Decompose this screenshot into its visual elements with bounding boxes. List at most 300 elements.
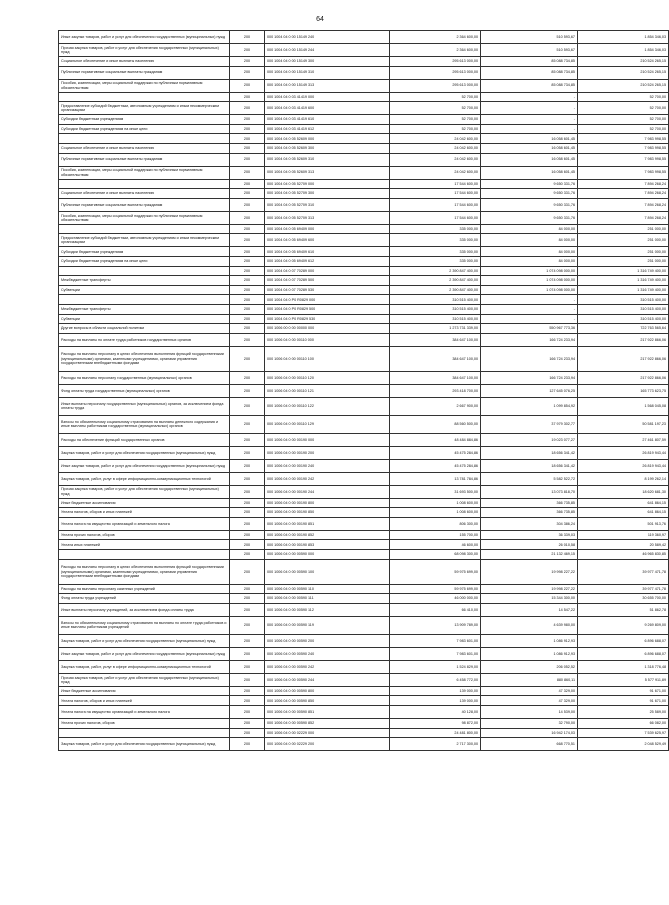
row-budget-code-cell: 000 1006 04 0 00 00590 110 <box>265 584 390 594</box>
row-budget-code-cell: 000 1006 04 0 00 00590 100 <box>265 559 390 584</box>
row-approved-cell: 40 128,00 <box>390 706 481 719</box>
row-approved-cell: 2 667 900,00 <box>390 397 481 415</box>
row-name-cell <box>59 224 230 234</box>
row-budget-code-cell: 000 1006 04 0 00 00110 000 <box>265 333 390 346</box>
row-executed-cell: 1 086 912,93 <box>481 647 578 660</box>
table-row <box>59 44 669 57</box>
row-budget-code-cell: 000 1004 04 0 05 69409 600 <box>265 234 390 247</box>
row-budget-code-cell: 000 1004 04 0 03 41419 000 <box>265 92 390 102</box>
row-approved-cell: 45 475 284,86 <box>390 446 481 459</box>
row-name-cell: Социальное обеспечение и иные выплаты населению <box>59 143 230 153</box>
row-approved-cell: 2 364 600,00 <box>390 31 481 44</box>
row-name-cell: Расходы на выплаты персоналу государственных (муниципальных) органов <box>59 371 230 384</box>
row-executed-cell: 9 650 331,76 <box>481 179 578 189</box>
row-name-cell: Закупка товаров, работ и услуг для обеспечения государственных (муниципальных) нужд <box>59 738 230 751</box>
row-line-code-cell: 200 <box>230 738 265 751</box>
row-name-cell: Прочая закупка товаров, работ и услуг для обеспечения государственных (муниципальных) нужд <box>59 485 230 498</box>
row-executed-cell: 85 088 734,85 <box>481 66 578 79</box>
row-approved-cell: 24 042 600,00 <box>390 153 481 166</box>
table-row <box>59 153 669 166</box>
row-unexecuted-cell: 52 700,00 <box>578 115 669 125</box>
table-row <box>59 459 669 472</box>
row-line-code-cell: 200 <box>230 433 265 446</box>
row-line-code-cell: 200 <box>230 485 265 498</box>
row-approved-cell: 98 872,00 <box>390 719 481 729</box>
row-line-code-cell: 200 <box>230 397 265 415</box>
row-executed-cell: 19 998 227,22 <box>481 559 578 584</box>
row-line-code-cell: 200 <box>230 719 265 729</box>
row-name-cell <box>59 266 230 276</box>
row-budget-code-cell: 000 1004 04 0 00 15149 300 <box>265 57 390 67</box>
row-executed-cell: 304 386,24 <box>481 517 578 530</box>
row-unexecuted-cell: 9 269 809,00 <box>578 616 669 634</box>
row-line-code-cell: 200 <box>230 673 265 686</box>
row-budget-code-cell: 000 1006 04 0 00 00190 242 <box>265 472 390 485</box>
row-line-code-cell: 200 <box>230 415 265 433</box>
row-budget-code-cell: 000 1004 04 0 P0 R0829 530 <box>265 314 390 324</box>
table-row <box>59 304 669 314</box>
row-unexecuted-cell: 7 983 998,55 <box>578 153 669 166</box>
row-unexecuted-cell: 25 589,00 <box>578 706 669 719</box>
row-executed-cell: 5 582 522,72 <box>481 472 578 485</box>
table-row <box>59 472 669 485</box>
row-budget-code-cell: 000 1004 04 0 05 52709 313 <box>265 211 390 224</box>
row-budget-code-cell: 000 1006 04 0 00 00110 120 <box>265 371 390 384</box>
row-approved-cell: 52 700,00 <box>390 124 481 134</box>
page-number: 64 <box>316 16 324 23</box>
row-budget-code-cell: 000 1004 04 0 P0 R0829 500 <box>265 304 390 314</box>
table-row <box>59 498 669 508</box>
table-row <box>59 198 669 211</box>
row-approved-cell: 139 000,00 <box>390 686 481 696</box>
row-approved-cell: 1 524 829,00 <box>390 660 481 673</box>
row-line-code-cell: 200 <box>230 179 265 189</box>
row-budget-code-cell: 000 1006 04 0 00 00590 240 <box>265 647 390 660</box>
row-executed-cell: 16 942 174,03 <box>481 728 578 738</box>
row-budget-code-cell: 000 1006 04 0 00 00110 122 <box>265 397 390 415</box>
row-executed-cell: 1 074 098 000,00 <box>481 285 578 295</box>
row-approved-cell: 24 042 600,00 <box>390 134 481 144</box>
row-name-cell: Закупка товаров, работ и услуг для обеспечения государственных (муниципальных) нужд <box>59 446 230 459</box>
row-name-cell: Публичные нормативные социальные выплаты гражданам <box>59 198 230 211</box>
row-line-code-cell: 200 <box>230 304 265 314</box>
row-executed-cell: 47 329,00 <box>481 686 578 696</box>
row-line-code-cell: 200 <box>230 559 265 584</box>
row-executed-cell: 127 645 076,25 <box>481 384 578 397</box>
row-approved-cell: 48 484 884,86 <box>390 433 481 446</box>
row-approved-cell: 335 000,00 <box>390 256 481 266</box>
row-unexecuted-cell: 18 620 681,30 <box>578 485 669 498</box>
row-executed-cell: 366 735,85 <box>481 498 578 508</box>
row-budget-code-cell: 000 1004 04 0 P0 R0829 000 <box>265 295 390 305</box>
row-unexecuted-cell: 2 048 529,49 <box>578 738 669 751</box>
row-executed-cell: 166 724 233,94 <box>481 346 578 371</box>
row-approved-cell: 24 042 600,00 <box>390 143 481 153</box>
row-approved-cell: 7 983 601,00 <box>390 634 481 647</box>
row-unexecuted-cell: 217 922 866,06 <box>578 371 669 384</box>
row-approved-cell: 13 781 784,86 <box>390 472 481 485</box>
row-name-cell: Субсидии бюджетным учреждениям на иные цели <box>59 256 230 266</box>
row-approved-cell: 24 481 800,00 <box>390 728 481 738</box>
row-approved-cell: 295 613 000,00 <box>390 79 481 92</box>
row-name-cell: Предоставление субсидий бюджетным, автономным учреждениям и иным некоммерческим организациям <box>59 234 230 247</box>
row-unexecuted-cell: 1 316 749 400,00 <box>578 276 669 286</box>
row-unexecuted-cell: 51 862,78 <box>578 603 669 616</box>
row-budget-code-cell: 000 1006 04 0 00 00190 200 <box>265 446 390 459</box>
row-line-code-cell: 200 <box>230 92 265 102</box>
row-line-code-cell: 200 <box>230 189 265 199</box>
row-unexecuted-cell: 641 864,15 <box>578 498 669 508</box>
row-executed-cell: 1 074 098 000,00 <box>481 266 578 276</box>
table-row <box>59 706 669 719</box>
row-name-cell: Публичные нормативные социальные выплаты гражданам <box>59 66 230 79</box>
row-name-cell: Расходы на выплаты персоналу в целях обеспечения выполнения функций государственными (муниципальными) органами, казенными учреждениями, органами управления государственными внебюджетными фондами <box>59 559 230 584</box>
row-name-cell <box>59 179 230 189</box>
row-approved-cell: 7 983 601,00 <box>390 647 481 660</box>
row-line-code-cell: 200 <box>230 530 265 540</box>
row-approved-cell: 139 000,00 <box>390 696 481 706</box>
row-name-cell: Уплата налогов, сборов и иных платежей <box>59 696 230 706</box>
table-row <box>59 446 669 459</box>
row-line-code-cell: 200 <box>230 234 265 247</box>
row-budget-code-cell: 000 1006 04 0 00 00590 000 <box>265 550 390 560</box>
row-unexecuted-cell: 7 894 268,24 <box>578 189 669 199</box>
row-line-code-cell: 200 <box>230 66 265 79</box>
row-line-code-cell: 200 <box>230 371 265 384</box>
row-budget-code-cell: 000 1006 04 0 00 00110 121 <box>265 384 390 397</box>
row-approved-cell: 46 600,00 <box>390 540 481 550</box>
row-approved-cell: 88 560 500,00 <box>390 415 481 433</box>
row-unexecuted-cell: 5 577 911,89 <box>578 673 669 686</box>
row-line-code-cell: 200 <box>230 31 265 44</box>
table-row <box>59 211 669 224</box>
row-approved-cell: 2 364 600,00 <box>390 44 481 57</box>
row-name-cell: Взносы по обязательному социальному страхованию на выплаты по оплате труда работников и иные выплаты работникам учреждений <box>59 616 230 634</box>
row-line-code-cell: 200 <box>230 333 265 346</box>
row-unexecuted-cell: 66 082,00 <box>578 719 669 729</box>
row-executed-cell: 32 790,00 <box>481 719 578 729</box>
row-executed-cell: 9 650 331,76 <box>481 211 578 224</box>
table-row <box>59 738 669 751</box>
row-line-code-cell: 200 <box>230 384 265 397</box>
row-approved-cell: 384 647 100,00 <box>390 371 481 384</box>
row-line-code-cell: 200 <box>230 285 265 295</box>
row-name-cell: Иные закупки товаров, работ и услуг для обеспечения государственных (муниципальных) нужд <box>59 31 230 44</box>
row-unexecuted-cell: 26 819 943,44 <box>578 459 669 472</box>
row-name-cell: Расходы на выплаты персоналу казенных учреждений <box>59 584 230 594</box>
row-line-code-cell: 200 <box>230 198 265 211</box>
row-executed-cell: 9 650 331,76 <box>481 189 578 199</box>
row-executed-cell: 85 088 734,85 <box>481 79 578 92</box>
table-row <box>59 550 669 560</box>
row-budget-code-cell: 000 1006 04 0 00 00590 850 <box>265 696 390 706</box>
table-row <box>59 485 669 498</box>
row-unexecuted-cell: 20 589,42 <box>578 540 669 550</box>
row-executed-cell: 1 086 912,93 <box>481 634 578 647</box>
row-executed-cell: 16 058 601,45 <box>481 153 578 166</box>
row-name-cell: Закупка товаров, работ, услуг в сфере информационно-коммуникационных технологий <box>59 472 230 485</box>
table-row <box>59 397 669 415</box>
row-unexecuted-cell: 6 896 688,07 <box>578 634 669 647</box>
row-unexecuted-cell: 217 922 866,06 <box>578 333 669 346</box>
row-unexecuted-cell: 251 000,00 <box>578 224 669 234</box>
table-row <box>59 166 669 179</box>
table-row <box>59 247 669 257</box>
table-row <box>59 333 669 346</box>
row-budget-code-cell: 000 1004 04 0 05 69409 612 <box>265 256 390 266</box>
row-approved-cell: 310 515 400,00 <box>390 295 481 305</box>
row-approved-cell: 1 008 600,00 <box>390 508 481 518</box>
row-name-cell: Расходы на выплаты персоналу в целях обеспечения выполнения функций государственными (муниципальными) органами, казенными учреждениями, органами управления государственными внебюджетными фондами <box>59 346 230 371</box>
row-budget-code-cell: 000 1006 00 0 00 00000 000 <box>265 324 390 334</box>
row-executed-cell: - <box>481 115 578 125</box>
row-budget-code-cell: 000 1004 04 0 05 52609 310 <box>265 153 390 166</box>
row-budget-code-cell: 000 1004 04 0 03 41419 612 <box>265 124 390 134</box>
row-budget-code-cell: 000 1004 04 0 05 52609 000 <box>265 134 390 144</box>
table-row <box>59 728 669 738</box>
row-name-cell <box>59 295 230 305</box>
row-executed-cell: 47 329,00 <box>481 696 578 706</box>
row-unexecuted-cell: 52 700,00 <box>578 92 669 102</box>
row-approved-cell: 6 458 772,00 <box>390 673 481 686</box>
row-unexecuted-cell: 39 977 471,78 <box>578 584 669 594</box>
row-approved-cell: 68 098 300,00 <box>390 550 481 560</box>
row-line-code-cell: 200 <box>230 706 265 719</box>
row-line-code-cell: 200 <box>230 115 265 125</box>
row-approved-cell: 17 544 600,00 <box>390 198 481 211</box>
row-executed-cell: 85 088 734,85 <box>481 57 578 67</box>
row-name-cell: Иные бюджетные ассигнования <box>59 498 230 508</box>
row-executed-cell: 16 058 601,45 <box>481 134 578 144</box>
table-row <box>59 616 669 634</box>
row-line-code-cell: 200 <box>230 584 265 594</box>
row-budget-code-cell: 000 1006 04 0 00 00590 800 <box>265 686 390 696</box>
row-unexecuted-cell: 641 864,15 <box>578 508 669 518</box>
row-approved-cell: 295 613 000,00 <box>390 57 481 67</box>
table-row <box>59 371 669 384</box>
row-executed-cell: 4 639 980,00 <box>481 616 578 634</box>
row-line-code-cell: 200 <box>230 57 265 67</box>
row-executed-cell: - <box>481 102 578 115</box>
row-executed-cell: - <box>481 92 578 102</box>
table-row <box>59 719 669 729</box>
row-unexecuted-cell: 1 854 346,03 <box>578 31 669 44</box>
budget-execution-table <box>58 30 669 751</box>
row-budget-code-cell: 000 1006 04 0 00 00190 851 <box>265 517 390 530</box>
row-budget-code-cell: 000 1006 04 0 00 00190 853 <box>265 540 390 550</box>
row-executed-cell: 206 052,52 <box>481 660 578 673</box>
row-budget-code-cell: 000 1004 04 0 07 70289 530 <box>265 285 390 295</box>
row-line-code-cell: 200 <box>230 224 265 234</box>
row-approved-cell: 384 647 100,00 <box>390 333 481 346</box>
row-unexecuted-cell: 501 913,76 <box>578 517 669 530</box>
table-row <box>59 540 669 550</box>
row-unexecuted-cell: 251 000,00 <box>578 247 669 257</box>
row-unexecuted-cell: 46 965 830,85 <box>578 550 669 560</box>
row-unexecuted-cell: 7 894 268,24 <box>578 198 669 211</box>
table-row <box>59 584 669 594</box>
row-executed-cell: 166 724 233,94 <box>481 371 578 384</box>
row-name-cell: Иные закупки товаров, работ и услуг для обеспечения государственных (муниципальных) нужд <box>59 459 230 472</box>
row-line-code-cell: 200 <box>230 102 265 115</box>
row-budget-code-cell: 000 1004 04 0 05 52709 000 <box>265 179 390 189</box>
row-name-cell: Иные бюджетные ассигнования <box>59 686 230 696</box>
row-executed-cell: 13 073 818,70 <box>481 485 578 498</box>
row-unexecuted-cell: 91 671,00 <box>578 686 669 696</box>
row-executed-cell: 84 000,00 <box>481 256 578 266</box>
row-line-code-cell: 200 <box>230 508 265 518</box>
table-row <box>59 92 669 102</box>
row-unexecuted-cell: 91 671,00 <box>578 696 669 706</box>
row-name-cell <box>59 92 230 102</box>
row-name-cell: Закупка товаров, работ, услуг в сфере информационно-коммуникационных технологий <box>59 660 230 673</box>
row-name-cell: Фонд оплаты труда государственных (муниципальных) органов <box>59 384 230 397</box>
row-unexecuted-cell: 52 700,00 <box>578 102 669 115</box>
row-line-code-cell: 200 <box>230 124 265 134</box>
row-name-cell: Иные выплаты персоналу государственных (муниципальных) органов, за исключением фонда оплаты труда <box>59 397 230 415</box>
row-budget-code-cell: 000 1004 04 0 00 15149 244 <box>265 44 390 57</box>
row-executed-cell: 510 593,67 <box>481 44 578 57</box>
row-executed-cell: 166 724 233,94 <box>481 333 578 346</box>
row-name-cell: Уплата прочих налогов, сборов <box>59 530 230 540</box>
row-unexecuted-cell: 26 819 943,44 <box>578 446 669 459</box>
row-executed-cell: 510 593,67 <box>481 31 578 44</box>
row-approved-cell: 46 000 000,00 <box>390 594 481 604</box>
row-budget-code-cell: 000 1004 04 0 05 52609 313 <box>265 166 390 179</box>
row-approved-cell: 2 390 847 400,00 <box>390 285 481 295</box>
row-budget-code-cell: 000 1006 04 0 00 00190 244 <box>265 485 390 498</box>
row-line-code-cell: 200 <box>230 314 265 324</box>
row-unexecuted-cell: 1 316 749 400,00 <box>578 266 669 276</box>
table-row <box>59 124 669 134</box>
table-row <box>59 143 669 153</box>
row-executed-cell: - <box>481 295 578 305</box>
row-line-code-cell: 200 <box>230 211 265 224</box>
row-approved-cell: 31 693 500,00 <box>390 485 481 498</box>
table-row <box>59 415 669 433</box>
row-executed-cell: 21 132 469,15 <box>481 550 578 560</box>
table-row <box>59 346 669 371</box>
row-line-code-cell: 200 <box>230 696 265 706</box>
row-name-cell: Межбюджетные трансферты <box>59 304 230 314</box>
row-approved-cell: 45 475 284,86 <box>390 459 481 472</box>
row-unexecuted-cell: 251 000,00 <box>578 234 669 247</box>
row-unexecuted-cell: 165 773 623,75 <box>578 384 669 397</box>
table-row <box>59 179 669 189</box>
row-line-code-cell: 200 <box>230 603 265 616</box>
row-executed-cell: 84 000,00 <box>481 247 578 257</box>
row-unexecuted-cell: 210 524 265,15 <box>578 57 669 67</box>
row-line-code-cell: 200 <box>230 446 265 459</box>
row-unexecuted-cell: 1 316 749 400,00 <box>578 285 669 295</box>
row-budget-code-cell: 000 1004 04 0 07 70289 500 <box>265 276 390 286</box>
row-name-cell: Пособия, компенсации, меры социальной поддержки по публичным нормативным обязательствам <box>59 79 230 92</box>
row-budget-code-cell: 000 1004 04 0 05 52709 310 <box>265 198 390 211</box>
row-budget-code-cell: 000 1006 04 0 00 00110 100 <box>265 346 390 371</box>
row-executed-cell: - <box>481 304 578 314</box>
row-unexecuted-cell: 50 581 197,23 <box>578 415 669 433</box>
row-line-code-cell: 200 <box>230 324 265 334</box>
table-row <box>59 314 669 324</box>
row-line-code-cell: 200 <box>230 143 265 153</box>
row-approved-cell: 1 273 731 339,00 <box>390 324 481 334</box>
table-row <box>59 31 669 44</box>
table-row <box>59 295 669 305</box>
row-budget-code-cell: 000 1006 04 0 00 00590 242 <box>265 660 390 673</box>
row-executed-cell: 550 967 773,36 <box>481 324 578 334</box>
row-unexecuted-cell: 7 983 998,55 <box>578 143 669 153</box>
row-executed-cell: 84 000,00 <box>481 224 578 234</box>
row-approved-cell: 155 700,00 <box>390 530 481 540</box>
row-approved-cell: 52 700,00 <box>390 115 481 125</box>
row-line-code-cell: 200 <box>230 686 265 696</box>
row-name-cell: Социальное обеспечение и иные выплаты населению <box>59 57 230 67</box>
row-budget-code-cell: 000 1004 04 0 05 52609 300 <box>265 143 390 153</box>
row-unexecuted-cell: 7 983 998,55 <box>578 134 669 144</box>
row-line-code-cell: 200 <box>230 634 265 647</box>
row-line-code-cell: 200 <box>230 134 265 144</box>
row-budget-code-cell: 000 1006 04 0 00 00110 129 <box>265 415 390 433</box>
row-name-cell: Взносы по обязательному социальному страхованию на выплаты денежного содержания и иные выплаты работникам государственных (муниципальных) органов <box>59 415 230 433</box>
row-executed-cell: 19 023 077,27 <box>481 433 578 446</box>
row-name-cell: Предоставление субсидий бюджетным, автономным учреждениям и иным некоммерческим организациям <box>59 102 230 115</box>
table-row <box>59 673 669 686</box>
row-name-cell: Субсидии бюджетным учреждениям <box>59 115 230 125</box>
row-budget-code-cell: 000 1006 04 0 00 02229 000 <box>265 728 390 738</box>
table-row <box>59 594 669 604</box>
row-unexecuted-cell: 8 199 262,14 <box>578 472 669 485</box>
row-approved-cell: 17 544 600,00 <box>390 189 481 199</box>
table-row <box>59 530 669 540</box>
table-row <box>59 433 669 446</box>
row-name-cell <box>59 728 230 738</box>
row-budget-code-cell: 000 1004 04 0 03 41419 610 <box>265 115 390 125</box>
row-unexecuted-cell: 39 977 471,78 <box>578 559 669 584</box>
row-executed-cell: 14 539,00 <box>481 706 578 719</box>
row-line-code-cell: 200 <box>230 616 265 634</box>
row-budget-code-cell: 000 1006 04 0 00 00590 852 <box>265 719 390 729</box>
row-approved-cell: 52 700,00 <box>390 102 481 115</box>
row-line-code-cell: 200 <box>230 594 265 604</box>
table-row <box>59 224 669 234</box>
row-budget-code-cell: 000 1004 04 0 05 52709 300 <box>265 189 390 199</box>
row-unexecuted-cell: 217 922 866,06 <box>578 346 669 371</box>
table-row <box>59 686 669 696</box>
row-name-cell: Субвенции <box>59 314 230 324</box>
row-line-code-cell: 200 <box>230 256 265 266</box>
row-budget-code-cell: 000 1004 04 0 07 70289 000 <box>265 266 390 276</box>
row-unexecuted-cell: 52 700,00 <box>578 124 669 134</box>
row-approved-cell: 335 000,00 <box>390 224 481 234</box>
row-name-cell: Расходы на выплаты по оплате труда работников государственных органов <box>59 333 230 346</box>
row-executed-cell: 14 547,22 <box>481 603 578 616</box>
row-approved-cell: 335 000,00 <box>390 234 481 247</box>
row-budget-code-cell: 000 1006 04 0 00 00190 852 <box>265 530 390 540</box>
row-unexecuted-cell: 119 360,97 <box>578 530 669 540</box>
row-executed-cell: 668 770,51 <box>481 738 578 751</box>
row-executed-cell: 16 058 601,45 <box>481 166 578 179</box>
row-name-cell: Фонд оплаты труда учреждений <box>59 594 230 604</box>
row-unexecuted-cell: 7 983 998,55 <box>578 166 669 179</box>
row-name-cell: Уплата налога на имущество организаций и земельного налога <box>59 517 230 530</box>
row-unexecuted-cell: 1 318 776,48 <box>578 660 669 673</box>
row-line-code-cell: 200 <box>230 266 265 276</box>
row-name-cell: Субвенции <box>59 285 230 295</box>
table-row <box>59 647 669 660</box>
row-budget-code-cell: 000 1006 04 0 00 00590 851 <box>265 706 390 719</box>
row-budget-code-cell: 000 1006 04 0 00 00190 000 <box>265 433 390 446</box>
row-executed-cell: 15 344 300,00 <box>481 594 578 604</box>
